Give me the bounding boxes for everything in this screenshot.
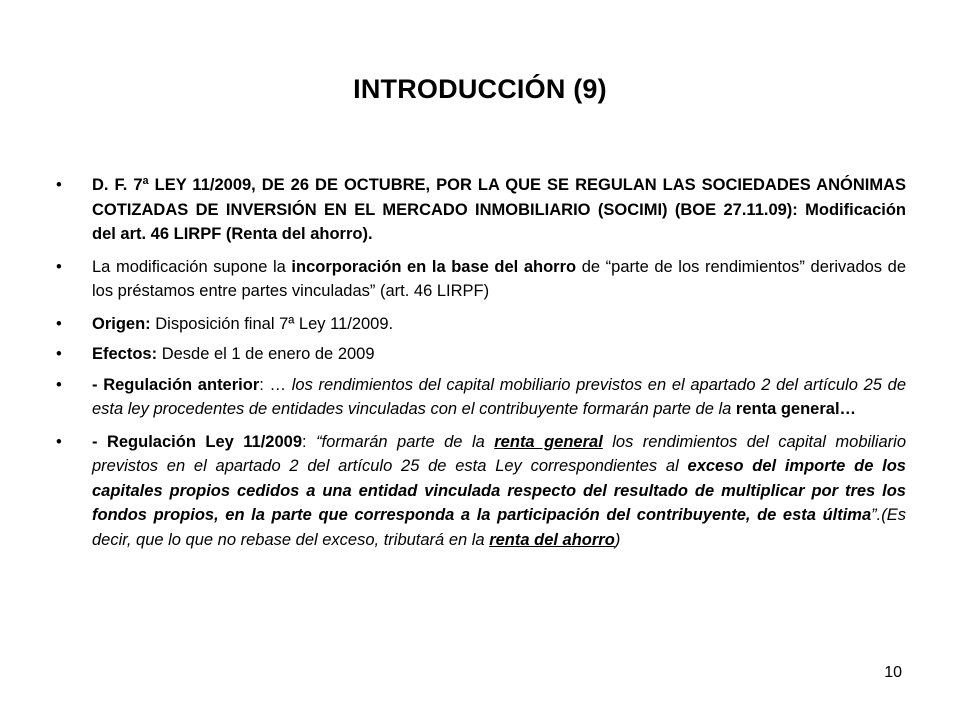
bullet-item bbox=[56, 255, 906, 304]
bullet-item bbox=[56, 373, 906, 422]
bullet-label: - Regulación Ley 11/2009 bbox=[92, 432, 302, 451]
bullet-underlined: renta del ahorro bbox=[489, 530, 615, 549]
bullet-label: Efectos: bbox=[92, 345, 158, 363]
bullet-underlined: renta general bbox=[494, 432, 603, 451]
bullet-text: Disposición final 7ª Ley 11/2009. bbox=[150, 314, 394, 333]
bullet-quote: ”.(Es decir, que lo que no rebase del exceso, tributará en la bbox=[92, 506, 906, 549]
bullet-item bbox=[56, 342, 906, 367]
bullet-text: : … bbox=[259, 375, 292, 394]
bullet-text: La modificación supone la bbox=[92, 257, 292, 276]
bullet-quote: ) bbox=[614, 530, 621, 549]
bullet-label: Origen: bbox=[92, 314, 151, 333]
bullet-emphasis: exceso del importe de los capitales propios cedidos a una entidad vinculada respecto del resultado de multiplicar por tres los fondos propios, en la parte que corresponda a la participación del contribuyente, de esta última bbox=[92, 457, 906, 524]
bullet-text: : bbox=[302, 432, 317, 451]
bullet-quote: los rendimientos del capital mobiliario previstos en el apartado 2 del artículo 25 de esta Ley correspondientes al bbox=[92, 432, 907, 475]
bullet-text: de “parte de los rendimientos” derivados de los préstamos entre partes vinculadas” (art. 46 LIRPF) bbox=[92, 257, 907, 300]
bullet-item bbox=[56, 173, 906, 247]
bullet-emphasis: incorporación en la base del ahorro bbox=[291, 257, 577, 276]
page-number: 10 bbox=[884, 664, 902, 681]
bullet-list bbox=[56, 173, 906, 560]
slide-title: INTRODUCCIÓN (9) bbox=[353, 74, 607, 104]
bullet-quote: los rendimientos del capital mobiliario previstos en el apartado 2 del artículo 25 de esta ley procedentes de entidades vinculadas con el contribuyente formarán parte de la bbox=[92, 375, 906, 418]
bullet-text: D. F. 7ª LEY 11/2009, DE 26 DE OCTUBRE, POR LA QUE SE REGULAN LAS SOCIEDADES ANÓNIMAS COTIZADAS DE INVERSIÓN EN EL MERCADO INMOBILIARIO (SOCIMI) (BOE 27.11.09): Modificación del art. 46 LIRPF (Renta del ahorro). bbox=[92, 176, 906, 243]
bullet-label: - Regulación anterior bbox=[92, 375, 260, 394]
bullet-quote: “formarán parte de la bbox=[316, 432, 495, 451]
bullet-item bbox=[56, 430, 906, 553]
bullet-emphasis: renta general… bbox=[735, 400, 857, 418]
bullet-item bbox=[56, 312, 906, 337]
bullet-text: Desde el 1 de enero de 2009 bbox=[157, 345, 375, 363]
